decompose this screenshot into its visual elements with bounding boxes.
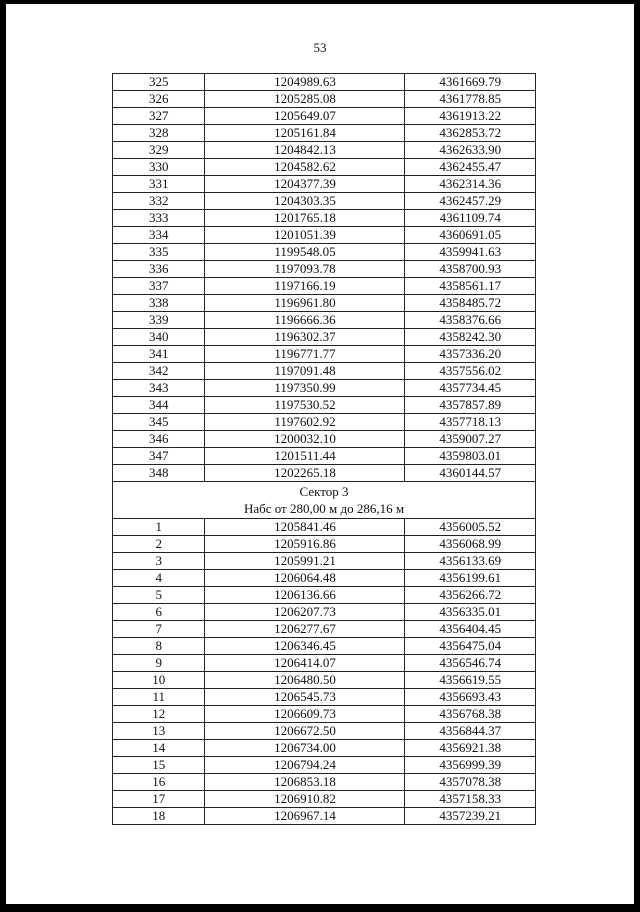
table-row (113, 227, 536, 244)
y-coordinate-cell: 4356199.61 (405, 570, 536, 587)
y-coordinate-cell: 4361109.74 (405, 210, 536, 227)
point-number-cell: 328 (113, 125, 205, 142)
table-row (113, 431, 536, 448)
x-coordinate-cell: 1206136.66 (205, 587, 405, 604)
x-coordinate-cell: 1204582.62 (205, 159, 405, 176)
point-number-cell: 337 (113, 278, 205, 295)
document-page (6, 4, 634, 904)
point-number-cell: 3 (113, 553, 205, 570)
table-row (113, 108, 536, 125)
table-row (113, 210, 536, 227)
x-coordinate-cell: 1197093.78 (205, 261, 405, 278)
table-row (113, 244, 536, 261)
table-row (113, 159, 536, 176)
table-row (113, 261, 536, 278)
table-row (113, 278, 536, 295)
table-row (113, 74, 536, 91)
point-number-cell: 345 (113, 414, 205, 431)
x-coordinate-cell: 1206734.00 (205, 740, 405, 757)
x-coordinate-cell: 1196771.77 (205, 346, 405, 363)
point-number-cell: 4 (113, 570, 205, 587)
x-coordinate-cell: 1206346.45 (205, 638, 405, 655)
y-coordinate-cell: 4356844.37 (405, 723, 536, 740)
x-coordinate-cell: 1197350.99 (205, 380, 405, 397)
point-number-cell: 335 (113, 244, 205, 261)
coordinates-table-part1 (113, 74, 536, 482)
y-coordinate-cell: 4362853.72 (405, 125, 536, 142)
table-row (113, 638, 536, 655)
point-number-cell: 329 (113, 142, 205, 159)
y-coordinate-cell: 4359007.27 (405, 431, 536, 448)
y-coordinate-cell: 4361778.85 (405, 91, 536, 108)
x-coordinate-cell: 1201051.39 (205, 227, 405, 244)
table-row (113, 312, 536, 329)
table-row (113, 689, 536, 706)
y-coordinate-cell: 4356266.72 (405, 587, 536, 604)
point-number-cell: 13 (113, 723, 205, 740)
section-header-group (113, 482, 536, 519)
point-number-cell: 5 (113, 587, 205, 604)
point-number-cell: 333 (113, 210, 205, 227)
table-row (113, 536, 536, 553)
point-number-cell: 325 (113, 74, 205, 91)
y-coordinate-cell: 4356404.45 (405, 621, 536, 638)
x-coordinate-cell: 1197530.52 (205, 397, 405, 414)
table-row (113, 740, 536, 757)
x-coordinate-cell: 1196302.37 (205, 329, 405, 346)
x-coordinate-cell: 1201511.44 (205, 448, 405, 465)
y-coordinate-cell: 4360144.57 (405, 465, 536, 482)
y-coordinate-cell: 4361669.79 (405, 74, 536, 91)
point-number-cell: 1 (113, 519, 205, 536)
x-coordinate-cell: 1205916.86 (205, 536, 405, 553)
point-number-cell: 343 (113, 380, 205, 397)
y-coordinate-cell: 4356768.38 (405, 706, 536, 723)
x-coordinate-cell: 1205991.21 (205, 553, 405, 570)
point-number-cell: 338 (113, 295, 205, 312)
point-number-cell: 17 (113, 791, 205, 808)
x-coordinate-cell: 1197166.19 (205, 278, 405, 295)
y-coordinate-cell: 4357718.13 (405, 414, 536, 431)
y-coordinate-cell: 4357556.02 (405, 363, 536, 380)
point-number-cell: 344 (113, 397, 205, 414)
table-row (113, 125, 536, 142)
point-number-cell: 332 (113, 193, 205, 210)
x-coordinate-cell: 1206853.18 (205, 774, 405, 791)
point-number-cell: 331 (113, 176, 205, 193)
point-number-cell: 7 (113, 621, 205, 638)
table-row (113, 553, 536, 570)
x-coordinate-cell: 1206207.73 (205, 604, 405, 621)
y-coordinate-cell: 4359941.63 (405, 244, 536, 261)
table-row (113, 587, 536, 604)
section-title: Сектор 3 (299, 484, 349, 499)
section-header (113, 482, 536, 519)
point-number-cell: 16 (113, 774, 205, 791)
point-number-cell: 18 (113, 808, 205, 825)
x-coordinate-cell: 1197091.48 (205, 363, 405, 380)
y-coordinate-cell: 4356999.39 (405, 757, 536, 774)
section-subtitle: Набс от 280,00 м до 286,16 м (243, 501, 405, 516)
y-coordinate-cell: 4356005.52 (405, 519, 536, 536)
x-coordinate-cell: 1206609.73 (205, 706, 405, 723)
point-number-cell: 10 (113, 672, 205, 689)
x-coordinate-cell: 1202265.18 (205, 465, 405, 482)
point-number-cell: 341 (113, 346, 205, 363)
y-coordinate-cell: 4358700.93 (405, 261, 536, 278)
table-row (113, 519, 536, 536)
x-coordinate-cell: 1206480.50 (205, 672, 405, 689)
page-number: 53 (313, 40, 327, 55)
x-coordinate-cell: 1200032.10 (205, 431, 405, 448)
coordinates-table (112, 73, 536, 825)
y-coordinate-cell: 4356693.43 (405, 689, 536, 706)
point-number-cell: 334 (113, 227, 205, 244)
table-row (113, 465, 536, 482)
table-row (113, 570, 536, 587)
x-coordinate-cell: 1199548.05 (205, 244, 405, 261)
table-row (113, 723, 536, 740)
x-coordinate-cell: 1204303.35 (205, 193, 405, 210)
table-row (113, 397, 536, 414)
point-number-cell: 2 (113, 536, 205, 553)
y-coordinate-cell: 4356068.99 (405, 536, 536, 553)
x-coordinate-cell: 1206794.24 (205, 757, 405, 774)
y-coordinate-cell: 4358561.17 (405, 278, 536, 295)
y-coordinate-cell: 4359803.01 (405, 448, 536, 465)
table-row (113, 142, 536, 159)
y-coordinate-cell: 4362457.29 (405, 193, 536, 210)
table-row (113, 91, 536, 108)
point-number-cell: 6 (113, 604, 205, 621)
table-row (113, 346, 536, 363)
point-number-cell: 342 (113, 363, 205, 380)
x-coordinate-cell: 1206277.67 (205, 621, 405, 638)
table-row (113, 414, 536, 431)
x-coordinate-cell: 1197602.92 (205, 414, 405, 431)
x-coordinate-cell: 1206064.48 (205, 570, 405, 587)
y-coordinate-cell: 4358376.66 (405, 312, 536, 329)
table-row (113, 193, 536, 210)
table-row (113, 808, 536, 825)
point-number-cell: 8 (113, 638, 205, 655)
x-coordinate-cell: 1206967.14 (205, 808, 405, 825)
point-number-cell: 326 (113, 91, 205, 108)
table-row (113, 448, 536, 465)
x-coordinate-cell: 1206910.82 (205, 791, 405, 808)
y-coordinate-cell: 4356335.01 (405, 604, 536, 621)
y-coordinate-cell: 4356475.04 (405, 638, 536, 655)
x-coordinate-cell: 1204377.39 (205, 176, 405, 193)
point-number-cell: 327 (113, 108, 205, 125)
x-coordinate-cell: 1205161.84 (205, 125, 405, 142)
y-coordinate-cell: 4357239.21 (405, 808, 536, 825)
x-coordinate-cell: 1201765.18 (205, 210, 405, 227)
y-coordinate-cell: 4361913.22 (405, 108, 536, 125)
point-number-cell: 339 (113, 312, 205, 329)
y-coordinate-cell: 4360691.05 (405, 227, 536, 244)
x-coordinate-cell: 1196961.80 (205, 295, 405, 312)
point-number-cell: 9 (113, 655, 205, 672)
y-coordinate-cell: 4357336.20 (405, 346, 536, 363)
coordinates-table-part2 (113, 519, 536, 825)
point-number-cell: 15 (113, 757, 205, 774)
table-row (113, 621, 536, 638)
y-coordinate-cell: 4357734.45 (405, 380, 536, 397)
y-coordinate-cell: 4357078.38 (405, 774, 536, 791)
y-coordinate-cell: 4358485.72 (405, 295, 536, 312)
table-row (113, 363, 536, 380)
point-number-cell: 336 (113, 261, 205, 278)
x-coordinate-cell: 1205649.07 (205, 108, 405, 125)
y-coordinate-cell: 4362314.36 (405, 176, 536, 193)
x-coordinate-cell: 1204842.13 (205, 142, 405, 159)
y-coordinate-cell: 4357857.89 (405, 397, 536, 414)
table-row (113, 176, 536, 193)
x-coordinate-cell: 1205285.08 (205, 91, 405, 108)
table-row (113, 295, 536, 312)
point-number-cell: 346 (113, 431, 205, 448)
point-number-cell: 11 (113, 689, 205, 706)
y-coordinate-cell: 4356619.55 (405, 672, 536, 689)
y-coordinate-cell: 4362633.90 (405, 142, 536, 159)
y-coordinate-cell: 4356546.74 (405, 655, 536, 672)
section-header-row (113, 482, 536, 519)
y-coordinate-cell: 4356133.69 (405, 553, 536, 570)
y-coordinate-cell: 4358242.30 (405, 329, 536, 346)
table-row (113, 655, 536, 672)
point-number-cell: 12 (113, 706, 205, 723)
x-coordinate-cell: 1206414.07 (205, 655, 405, 672)
table-row (113, 774, 536, 791)
x-coordinate-cell: 1196666.36 (205, 312, 405, 329)
y-coordinate-cell: 4356921.38 (405, 740, 536, 757)
table-row (113, 672, 536, 689)
table-row (113, 791, 536, 808)
x-coordinate-cell: 1204989.63 (205, 74, 405, 91)
point-number-cell: 340 (113, 329, 205, 346)
x-coordinate-cell: 1206545.73 (205, 689, 405, 706)
y-coordinate-cell: 4357158.33 (405, 791, 536, 808)
table-row (113, 329, 536, 346)
y-coordinate-cell: 4362455.47 (405, 159, 536, 176)
table-row (113, 380, 536, 397)
point-number-cell: 347 (113, 448, 205, 465)
point-number-cell: 14 (113, 740, 205, 757)
x-coordinate-cell: 1205841.46 (205, 519, 405, 536)
table-row (113, 604, 536, 621)
point-number-cell: 330 (113, 159, 205, 176)
table-row (113, 757, 536, 774)
x-coordinate-cell: 1206672.50 (205, 723, 405, 740)
table-row (113, 706, 536, 723)
point-number-cell: 348 (113, 465, 205, 482)
